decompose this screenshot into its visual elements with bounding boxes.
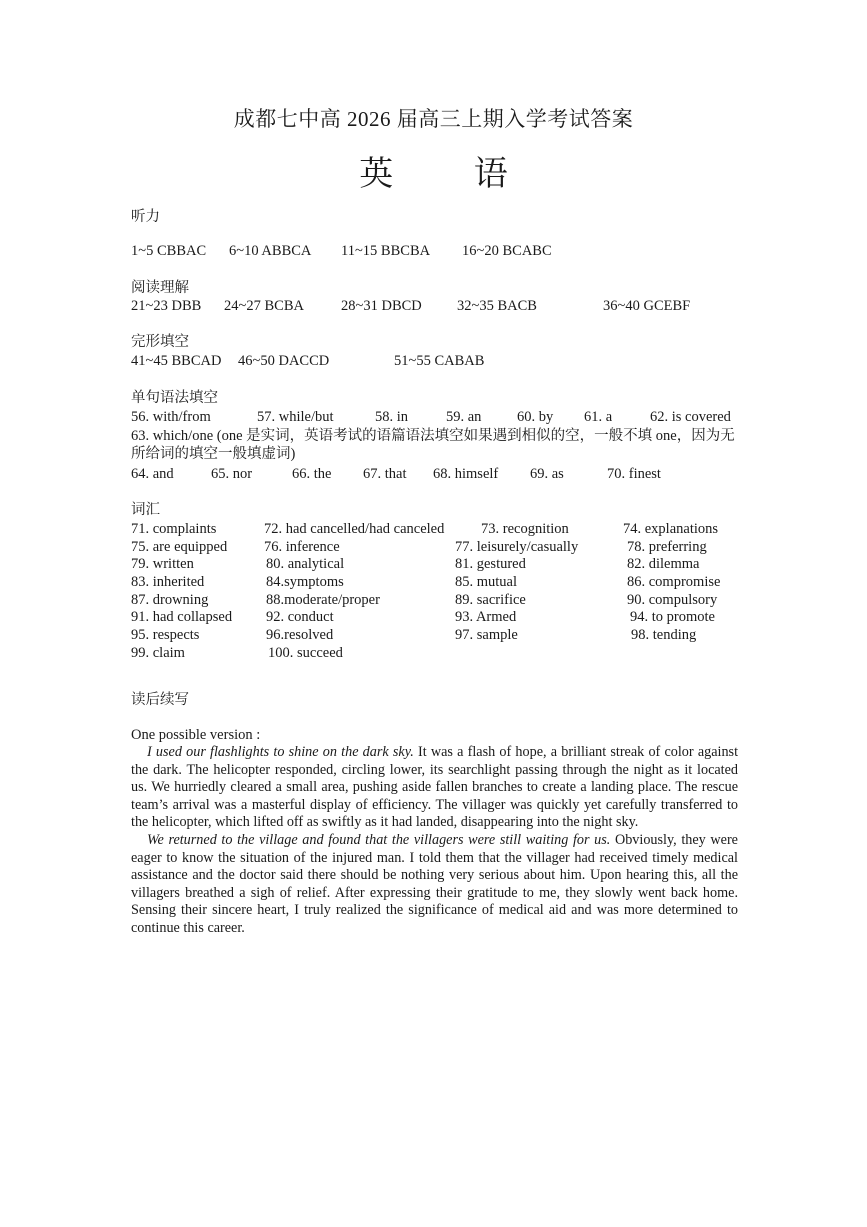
essay-paragraph-1 [131,744,738,832]
vocab-answer: 85. mutual [455,574,518,590]
vocabulary-heading: 词汇 [131,502,160,518]
continuation-intro: One possible version : [131,727,261,743]
grammar-answer: 59. an [446,409,482,425]
grammar-answer: 57. while/but [257,409,334,425]
vocab-answer: 97. sample [455,627,518,643]
vocab-answer: 71. complaints [131,521,217,537]
vocab-answer: 73. recognition [481,521,569,537]
listening-group: 16~20 BCABC [462,243,552,259]
listening-group: 6~10 ABBCA [229,243,312,259]
vocab-answer: 88.moderate/proper [266,592,380,608]
reading-group: 28~31 DBCD [341,298,422,314]
grammar-answer: 58. in [375,409,409,425]
continuation-heading: 读后续写 [131,692,189,708]
cloze-group: 51~55 CABAB [394,353,485,369]
grammar-answer: 61. a [584,409,613,425]
listening-group: 11~15 BBCBA [341,243,431,259]
paragraph-2-text: Obviously, they were eager to know the situation of the injured man. I told them that the villager had received timely medical assistance and the doctor said there should be nothing very serious about him. Upon hearing this, all the villagers breathed a sigh of relief. After expressing their gratitude to me, they slowly went back home. Sensing their sincere heart, I truly realized the significance of medical aid and was more determined to continue this career. [131,831,738,936]
vocab-answer: 79. written [131,556,194,572]
subject-heading: 英 语 [359,156,544,193]
grammar-answer: 65. nor [211,466,253,482]
grammar-answer: 60. by [517,409,554,425]
vocab-answer: 94. to promote [630,609,715,625]
grammar-answer: 62. is covered [650,409,731,425]
cloze-group: 46~50 DACCD [238,353,330,369]
paragraph-2-lead-sentence: We returned to the village and found that the villagers were still waiting for us. [147,831,611,848]
vocab-answer: 82. dilemma [627,556,700,572]
vocab-answer: 83. inherited [131,574,205,590]
grammar-answer: 67. that [363,466,407,482]
vocab-answer: 95. respects [131,627,200,643]
cloze-group: 41~45 BBCAD [131,353,222,369]
grammar-answer: 66. the [292,466,332,482]
paragraph-1-text: It was a flash of hope, a brilliant streak of color against the dark. The helicopter responded, circling lower, its searchlight passing through the night as it located us. We hurriedly cleared a small area, pushing aside fallen branches to create a landing place. The rescue team’s arrival was a masterful display of efficiency. The villager was quickly yet carefully transferred to the helicopter, which lifted off as swiftly as it had landed, disappearing into the night sky. [131,744,739,831]
vocab-answer: 76. inference [264,539,340,555]
paragraph-1-lead-sentence: I used our flashlights to shine on the dark sky. [147,744,414,760]
vocab-answer: 86. compromise [627,574,721,590]
listening-group: 1~5 CBBAC [131,243,207,259]
grammar-heading: 单句语法填空 [131,390,218,406]
vocab-answer: 89. sacrifice [455,592,526,608]
vocab-answer: 75. are equipped [131,539,228,555]
vocab-answer: 96.resolved [266,627,334,643]
vocab-answer: 78. preferring [627,539,707,555]
grammar-answer: 56. with/from [131,409,211,425]
vocab-answer: 77. leisurely/casually [455,539,579,555]
grammar-answer: 68. himself [433,466,499,482]
vocab-answer: 93. Armed [455,609,517,625]
vocab-answer: 84.symptoms [266,574,344,590]
essay-paragraph-2 [131,832,738,938]
vocab-answer: 72. had cancelled/had canceled [264,521,445,537]
grammar-answer: 69. as [530,466,564,482]
vocab-answer: 92. conduct [266,609,334,625]
reading-group: 24~27 BCBA [224,298,304,314]
reading-group: 36~40 GCEBF [603,298,691,314]
vocab-answer: 99. claim [131,645,185,661]
grammar-note: 63. which/one (one 是实词，英语考试的语篇语法填空如果遇到相似的空，一般不填 one，因为无所给词的填空一般填虚词) [131,428,735,462]
vocab-answer: 100. succeed [268,645,343,661]
reading-group: 21~23 DBB [131,298,202,314]
vocab-answer: 87. drowning [131,592,209,608]
listening-heading: 听力 [131,209,160,225]
vocab-answer: 80. analytical [266,556,345,572]
reading-group: 32~35 BACB [457,298,537,314]
vocab-answer: 90. compulsory [627,592,718,608]
document-title: 成都七中高 2026 届高三上期入学考试答案 [233,107,634,131]
reading-heading: 阅读理解 [131,280,189,296]
grammar-answer: 64. and [131,466,174,482]
vocab-answer: 74. explanations [623,521,719,537]
vocab-answer: 81. gestured [455,556,526,572]
vocab-answer: 98. tending [631,627,697,643]
cloze-heading: 完形填空 [131,334,189,350]
essay-body [131,744,738,938]
grammar-answer: 70. finest [607,466,661,482]
vocab-answer: 91. had collapsed [131,609,233,625]
